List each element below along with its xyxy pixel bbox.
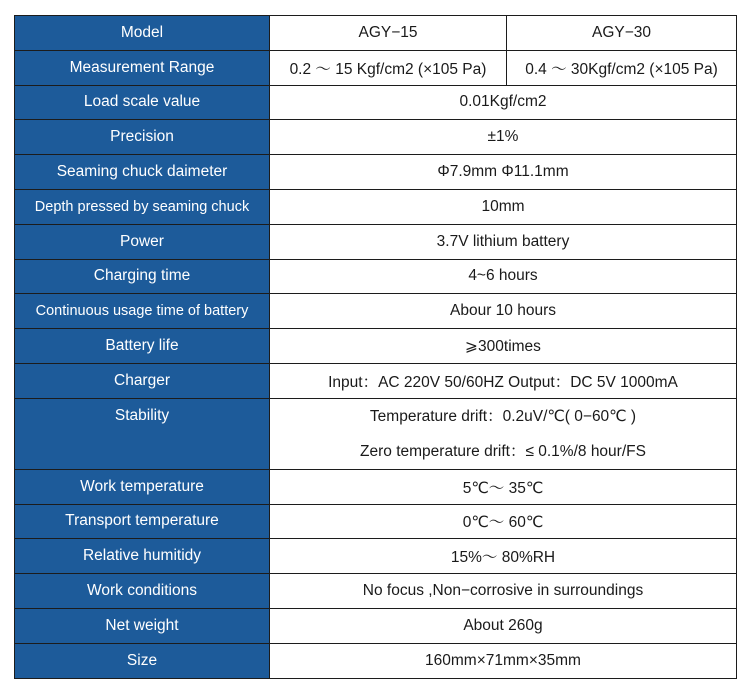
model-agy30: AGY−30 [507, 16, 737, 51]
model-header: Model [15, 16, 270, 51]
spec-row-depth-pressed-by-seaming-chuck [15, 189, 737, 224]
spec-row-battery-life [15, 329, 737, 364]
spec-row-continuous-usage-time-of-battery [15, 294, 737, 329]
spec-label: Relative humitidy [15, 539, 270, 574]
spec-value: No focus ,Non−corrosive in surroundings [270, 574, 737, 609]
spec-label: Charging time [15, 259, 270, 294]
spec-value: 4~6 hours [270, 259, 737, 294]
spec-row-size [15, 643, 737, 678]
spec-value: ⩾300times [270, 329, 737, 364]
spec-value: 5℃～ 35℃ [270, 469, 737, 504]
spec-value: About 260g [270, 608, 737, 643]
spec-label: Battery life [15, 329, 270, 364]
stability-line-1: Temperature drift：0.2uV/℃( 0−60℃ ) [369, 407, 637, 425]
measurement-range-row [15, 50, 737, 85]
spec-row-seaming-chuck-daimeter [15, 155, 737, 190]
spec-row-charging-time [15, 259, 737, 294]
stability-label: Stability [15, 398, 270, 469]
measurement-range-agy30: 0.4 ～ 30Kgf/cm2 (×105 Pa) [507, 50, 737, 85]
spec-row-relative-humitidy [15, 539, 737, 574]
spec-label: Power [15, 224, 270, 259]
spec-row-transport-temperature [15, 504, 737, 539]
spec-label: Charger [15, 363, 270, 398]
spec-label: Transport temperature [15, 504, 270, 539]
spec-row-stability [15, 398, 737, 469]
spec-label: Depth pressed by seaming chuck [15, 189, 270, 224]
spec-value: ±1% [270, 120, 737, 155]
spec-row-work-temperature [15, 469, 737, 504]
spec-value: Input：AC 220V 50/60HZ Output：DC 5V 1000mA [270, 363, 737, 398]
spec-label: Continuous usage time of battery [15, 294, 270, 329]
spec-table-body [15, 16, 737, 679]
spec-label: Size [15, 643, 270, 678]
spec-label: Load scale value [15, 85, 270, 120]
spec-value: 10mm [270, 189, 737, 224]
stability-line-2: Zero temperature drift：≤ 0.1%/8 hour/FS [360, 442, 646, 460]
spec-value: 15%～ 80%RH [270, 539, 737, 574]
spec-row-power [15, 224, 737, 259]
spec-row-load-scale-value [15, 85, 737, 120]
spec-value: 160mm×71mm×35mm [270, 643, 737, 678]
spec-value: 0.01Kgf/cm2 [270, 85, 737, 120]
header-row [15, 16, 737, 51]
spec-row-work-conditions [15, 574, 737, 609]
stability-value [270, 398, 737, 469]
spec-value: Abour 10 hours [270, 294, 737, 329]
spec-row-precision [15, 120, 737, 155]
spec-row-net-weight [15, 608, 737, 643]
measurement-range-agy15: 0.2 ～ 15 Kgf/cm2 (×105 Pa) [270, 50, 507, 85]
spec-label: Seaming chuck daimeter [15, 155, 270, 190]
spec-row-charger [15, 363, 737, 398]
spec-value: 3.7V lithium battery [270, 224, 737, 259]
model-agy15: AGY−15 [270, 16, 507, 51]
spec-table [14, 15, 737, 679]
spec-label: Work conditions [15, 574, 270, 609]
measurement-range-label: Measurement Range [15, 50, 270, 85]
spec-label: Precision [15, 120, 270, 155]
spec-value: Φ7.9mm Φ11.1mm [270, 155, 737, 190]
spec-value: 0℃～ 60℃ [270, 504, 737, 539]
spec-label: Work temperature [15, 469, 270, 504]
spec-label: Net weight [15, 608, 270, 643]
